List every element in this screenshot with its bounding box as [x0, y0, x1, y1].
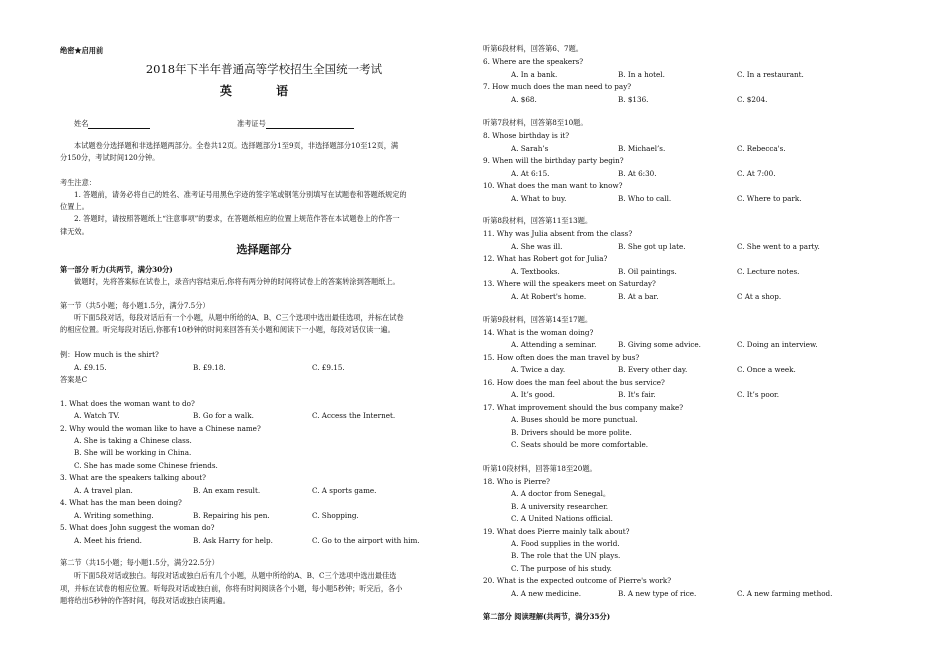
id-field	[237, 119, 354, 129]
q17-option-c: C. Seats should be more comfortable.	[511, 440, 649, 449]
question-16: 16. How does the man feel about the bus service?	[483, 378, 665, 387]
q5-option-a: A. Meet his friend.	[74, 536, 142, 545]
q2-option-b: B. She will be working in China.	[74, 448, 192, 457]
q4-option-c: C. Shopping.	[312, 511, 359, 520]
q12-option-a: A. Textbooks.	[511, 267, 560, 276]
q4-option-a: A. Writing something.	[74, 511, 154, 520]
subject-title: 英 语	[219, 84, 309, 98]
q16-option-b: B. It's fair.	[618, 390, 656, 399]
q9-option-c: C. At 7:00.	[737, 169, 776, 178]
q10-option-c: C. Where to park.	[737, 194, 802, 203]
sec2-line-1: 听下面5段对话或独白。每段对话或独白后有几个小题，从题中所给的A、B、C三个选项中选出最佳选	[74, 571, 397, 580]
q10-option-b: B. Who to call.	[618, 194, 672, 203]
q2-option-c: C. She has made some Chinese friends.	[74, 461, 218, 470]
sec2-title: 第二节（共15小题；每小题1.5分，满分22.5分）	[60, 558, 219, 567]
question-10: 10. What does the man want to know?	[483, 181, 623, 190]
q1-option-a: A. Watch TV.	[74, 411, 120, 420]
q1-option-b: B. Go for a walk.	[193, 411, 254, 420]
example-option-c: C. £9.15.	[312, 363, 345, 372]
group-7-title: 听第7段材料，回答第8至10题。	[483, 118, 588, 127]
q3-option-a: A. A travel plan.	[74, 486, 133, 495]
id-blank	[266, 120, 354, 129]
question-13: 13. Where will the speakers meet on Saturday?	[483, 279, 656, 288]
sec2-line-2: 项，并标在试卷的相应位置。听每段对话或独白前，你将有时间阅读各个小题，每小题5秒钟；听完后，各小	[60, 584, 403, 593]
question-1: 1. What does the woman want to do?	[60, 399, 195, 408]
notice-title: 考生注意：	[60, 178, 96, 187]
q5-option-c: C. Go to the airport with him.	[312, 536, 420, 545]
choice-section-title: 选择题部分	[236, 243, 292, 256]
name-field	[74, 119, 150, 129]
question-5: 5. What does John suggest the woman do?	[60, 523, 215, 532]
q2-option-a: A. She is taking a Chinese class.	[74, 436, 192, 445]
question-14: 14. What is the woman doing?	[483, 328, 594, 337]
example-option-b: B. £9.18.	[193, 363, 226, 372]
notice-2-line-2: 律无效。	[60, 227, 89, 236]
q15-option-a: A. Twice a day.	[511, 365, 566, 374]
example-answer: 答案是C	[60, 375, 88, 384]
q11-option-b: B. She got up late.	[618, 242, 686, 251]
sec2-line-3: 题将给出5秒钟的作答时间，每段对话或独白读两遍。	[60, 596, 230, 605]
intro-line-2: 分150分，考试时间120分钟。	[60, 153, 160, 162]
q16-option-a: A. It’s good.	[511, 390, 555, 399]
part1-title: 第一部分 听力(共两节，满分30分)	[60, 265, 173, 274]
notice-1-line-2: 位置上。	[60, 202, 89, 211]
q16-option-c: C. It’s poor.	[737, 390, 779, 399]
q10-option-a: A. What to buy.	[511, 194, 567, 203]
question-6: 6. Where are the speakers?	[483, 57, 584, 66]
q18-option-c: C. A United Nations official.	[511, 514, 613, 523]
id-label: 准考证号	[237, 119, 266, 128]
question-3: 3. What are the speakers talking about?	[60, 473, 207, 482]
q15-option-b: B. Every other day.	[618, 365, 688, 374]
question-2: 2. Why would the woman like to have a Chinese name?	[60, 424, 261, 433]
q14-option-c: C. Doing an interview.	[737, 340, 818, 349]
q3-option-c: C. A sports game.	[312, 486, 377, 495]
question-7: 7. How much does the man need to pay?	[483, 82, 632, 91]
q8-option-c: C. Rebecca's.	[737, 144, 786, 153]
q8-option-a: A. Sarah’s	[511, 144, 549, 153]
q20-option-a: A. A new medicine.	[511, 589, 582, 598]
sec1-line-2: 的相应位置。听完每段对话后,你都有10秒钟的时间来回答有关小题和阅读下一小题，每段对话仅读一遍。	[60, 325, 395, 334]
question-15: 15. How often does the man travel by bus?	[483, 353, 640, 362]
q7-option-b: B. $136.	[618, 95, 649, 104]
sec1-title: 第一节（共5小题；每小题1.5分，满分7.5分）	[60, 301, 210, 310]
q1-option-c: C. Access the Internet.	[312, 411, 396, 420]
q12-option-c: C. Lecture notes.	[737, 267, 800, 276]
q7-option-c: C. $204.	[737, 95, 768, 104]
question-4: 4. What has the man been doing?	[60, 498, 182, 507]
secret-label: 绝密★启用前	[60, 46, 104, 55]
q19-option-a: A. Food supplies in the world.	[511, 539, 620, 548]
q6-option-a: A. In a bank.	[511, 70, 558, 79]
q11-option-a: A. She was ill.	[511, 242, 563, 251]
name-label: 姓名	[74, 119, 89, 128]
example-question: 例：How much is the shirt?	[60, 350, 159, 359]
group-10-title: 听第10段材料，回答第18至20题。	[483, 464, 597, 473]
q7-option-a: A. $68.	[511, 95, 537, 104]
q4-option-b: B. Repairing his pen.	[193, 511, 270, 520]
group-9-title: 听第9段材料，回答第14至17题。	[483, 315, 593, 324]
question-8: 8. Whose birthday is it?	[483, 131, 570, 140]
q6-option-c: C. In a restaurant.	[737, 70, 804, 79]
q17-option-a: A. Buses should be more punctual.	[511, 415, 638, 424]
part2-title: 第二部分 阅读理解(共两节，满分35分)	[483, 612, 611, 621]
q6-option-b: B. In a hotel.	[618, 70, 665, 79]
notice-1-line-1: 1. 答题前，请务必将自己的姓名、准考证号用黑色字迹的签字笔或钢笔分别填写在试题卷和答题纸规定的	[74, 190, 407, 199]
q5-option-b: B. Ask Harry for help.	[193, 536, 273, 545]
q20-option-b: B. A new type of rice.	[618, 589, 697, 598]
question-20: 20. What is the expected outcome of Pierre's work?	[483, 576, 672, 585]
question-12: 12. What has Robert got for Julia?	[483, 254, 608, 263]
q14-option-b: B. Giving some advice.	[618, 340, 701, 349]
sec1-line-1: 听下面5段对话，每段对话后有一个小题，从题中所给的A、B、C三个选项中选出最佳选项，并标在试卷	[74, 313, 404, 322]
question-19: 19. What does Pierre mainly talk about?	[483, 527, 630, 536]
question-17: 17. What improvement should the bus company make?	[483, 403, 684, 412]
q14-option-a: A. Attending a seminar.	[511, 340, 597, 349]
q18-option-a: A. A doctor from Senegal。	[511, 489, 611, 498]
q18-option-b: B. A university researcher.	[511, 502, 609, 511]
question-9: 9. When will the birthday party begin?	[483, 156, 624, 165]
question-18: 18. Who is Pierre?	[483, 477, 550, 486]
q13-option-a: A. At Robert's home.	[511, 292, 587, 301]
q3-option-b: B. An exam result.	[193, 486, 261, 495]
part1-intro: 做题时，先将答案标在试卷上，录音内容结束后,你将有两分钟的时间将试卷上的答案转涂到答题纸上。	[74, 277, 400, 286]
group-6-title: 听第6段材料，回答第6、7题。	[483, 44, 583, 53]
question-11: 11. Why was Julia absent from the class?	[483, 229, 633, 238]
notice-2-line-1: 2. 答题时，请按照答题纸上“注意事项”的要求，在答题纸相应的位置上规范作答在本试题卷上的作答一	[74, 214, 400, 223]
group-8-title: 听第8段材料，回答第11至13题。	[483, 216, 593, 225]
example-option-a: A. £9.15.	[74, 363, 107, 372]
q9-option-b: B. At 6:30.	[618, 169, 657, 178]
q19-option-b: B. The role that the UN plays.	[511, 551, 621, 560]
q9-option-a: A. At 6:15.	[511, 169, 550, 178]
q15-option-c: C. Once a week.	[737, 365, 796, 374]
q12-option-b: B. Oil paintings.	[618, 267, 677, 276]
intro-line-1: 本试题卷分选择题和非选择题两部分。全卷共12页。选择题部分1至9页，非选择题部分10至12页，满	[74, 141, 399, 150]
q11-option-c: C. She went to a party.	[737, 242, 820, 251]
exam-title: 2018年下半年普通高等学校招生全国统一考试	[145, 62, 383, 76]
q19-option-c: C. The purpose of his study.	[511, 564, 612, 573]
q13-option-c: C At a shop.	[737, 292, 782, 301]
name-blank	[88, 120, 150, 129]
q8-option-b: B. Michael’s.	[618, 144, 666, 153]
q20-option-c: C. A new farming method.	[737, 589, 833, 598]
q13-option-b: B. At a bar.	[618, 292, 659, 301]
q17-option-b: B. Drivers should be more polite.	[511, 428, 632, 437]
